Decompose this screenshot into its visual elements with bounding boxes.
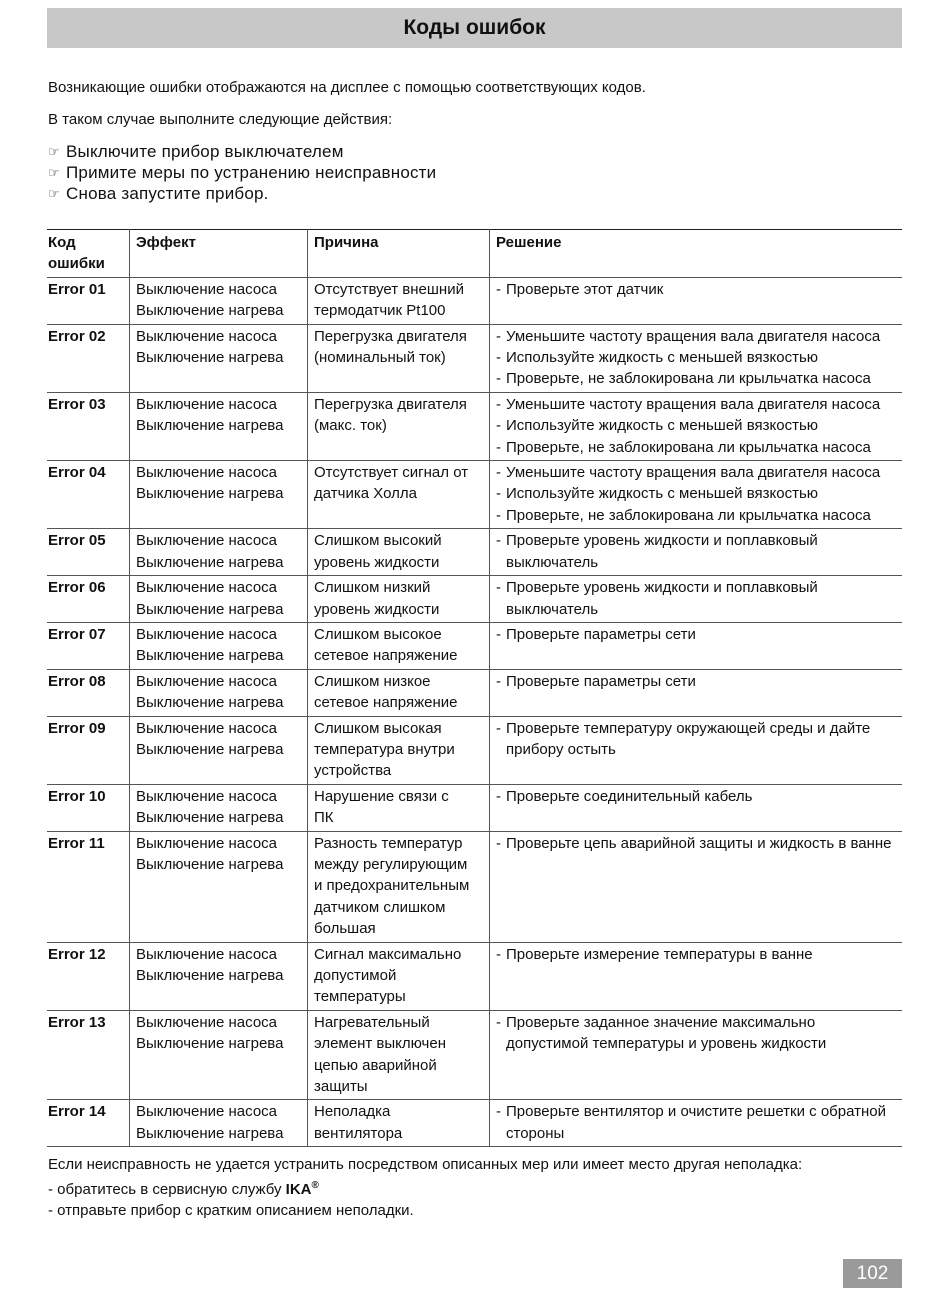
footer-note (48, 1154, 802, 1221)
error-solution (490, 831, 903, 942)
error-solution (490, 1010, 903, 1100)
error-cause: Слишком низкий уровень жидкости (308, 576, 490, 623)
table-row (47, 576, 902, 623)
error-effect: Выключение насоса Выключение нагрева (130, 1010, 308, 1100)
error-effect: Выключение насоса Выключение нагрева (130, 277, 308, 324)
solution-item: - Уменьшите частоту вращения вала двигателя насоса (496, 464, 881, 482)
footer-line-3: - отправьте прибор с кратким описанием неполадки. (48, 1202, 414, 1219)
error-cause: Перегрузка двигателя (макс. ток) (308, 392, 490, 460)
error-cause: Перегрузка двигателя (номинальный ток) (308, 324, 490, 392)
error-solution (490, 324, 903, 392)
solution-item: - Используйте жидкость с меньшей вязкостью (496, 485, 819, 503)
solution-item: - Используйте жидкость с меньшей вязкостью (496, 417, 819, 435)
pointing-hand-icon: ☞ (48, 165, 60, 180)
solution-item: - Проверьте соединительный кабель (496, 787, 753, 805)
table-row (47, 1010, 902, 1100)
error-cause: Слишком низкое сетевое напряжение (308, 669, 490, 716)
error-effect: Выключение насоса Выключение нагрева (130, 669, 308, 716)
step-text: Примите меры по устранению неисправности (66, 163, 437, 182)
header-cause: Причина (308, 230, 490, 278)
error-codes-table (47, 229, 902, 1147)
solution-item: - Проверьте, не заблокирована ли крыльчатка насоса (496, 370, 871, 388)
solution-item: - Проверьте вентилятор и очистите решетки с обратной стороны (496, 1103, 886, 1142)
header-code: Код ошибки (48, 234, 105, 273)
solution-item: - Уменьшите частоту вращения вала двигателя насоса (496, 327, 881, 345)
table-header-row (47, 230, 902, 278)
error-solution (490, 622, 903, 669)
solution-item: - Проверьте, не заблокирована ли крыльчатка насоса (496, 438, 871, 456)
error-effect: Выключение насоса Выключение нагрева (130, 716, 308, 784)
error-rows (47, 277, 902, 1146)
error-effect: Выключение насоса Выключение нагрева (130, 529, 308, 576)
step-text: Снова запустите прибор. (66, 184, 269, 203)
table-row (47, 942, 902, 1010)
solution-item: - Проверьте этот датчик (496, 280, 664, 298)
action-steps-list (48, 141, 436, 204)
solution-item: - Проверьте заданное значение максимально допустимой температуры и уровень жидкости (496, 1013, 827, 1053)
error-effect: Выключение насоса Выключение нагрева (130, 622, 308, 669)
table-row (47, 461, 902, 529)
error-effect: Выключение насоса Выключение нагрева (130, 392, 308, 460)
step-item (48, 162, 436, 183)
solution-item: - Проверьте измерение температуры в ванне (496, 945, 813, 963)
solution-item: - Проверьте параметры сети (496, 625, 696, 643)
error-code: Error 08 (48, 672, 106, 690)
error-cause: Разность температур между регулирующим и предохранительным датчиком слишком большая (308, 831, 490, 942)
error-code: Error 10 (48, 787, 106, 805)
table-row (47, 622, 902, 669)
error-cause: Слишком высокий уровень жидкости (308, 529, 490, 576)
error-solution (490, 392, 903, 460)
header-effect: Эффект (130, 230, 308, 278)
error-effect: Выключение насоса Выключение нагрева (130, 461, 308, 529)
error-effect: Выключение насоса Выключение нагрева (130, 576, 308, 623)
solution-item: - Проверьте уровень жидкости и поплавковый выключатель (496, 579, 818, 618)
intro-instruction: В таком случае выполните следующие действия: (48, 111, 393, 128)
error-cause: Слишком высокое сетевое напряжение (308, 622, 490, 669)
section-title-bar (47, 8, 902, 48)
error-cause: Неполадка вентилятора (308, 1100, 490, 1147)
solution-item: - Проверьте температуру окружающей среды и дайте прибору остыть (496, 719, 871, 758)
error-cause: Нагревательный элемент выключен цепью аварийной защиты (308, 1010, 490, 1100)
pointing-hand-icon: ☞ (48, 186, 60, 201)
page-number: 102 (843, 1259, 902, 1288)
error-code: Error 01 (48, 280, 106, 298)
error-solution (490, 669, 903, 716)
error-effect: Выключение насоса Выключение нагрева (130, 1100, 308, 1147)
table-row (47, 831, 902, 942)
error-solution (490, 461, 903, 529)
error-effect: Выключение насоса Выключение нагрева (130, 831, 308, 942)
table-row (47, 1100, 902, 1147)
table-row (47, 277, 902, 324)
table-row (47, 716, 902, 784)
error-code: Error 14 (48, 1103, 106, 1121)
error-cause: Нарушение связи с ПК (308, 784, 490, 831)
error-solution (490, 942, 903, 1010)
table-row (47, 669, 902, 716)
pointing-hand-icon: ☞ (48, 144, 60, 159)
error-cause: Слишком высокая температура внутри устройства (308, 716, 490, 784)
error-cause: Отсутствует внешний термодатчик Pt100 (308, 277, 490, 324)
error-solution (490, 277, 903, 324)
solution-item: - Уменьшите частоту вращения вала двигателя насоса (496, 395, 881, 413)
error-solution (490, 529, 903, 576)
error-cause: Сигнал максимально допустимой температуры (308, 942, 490, 1010)
error-code: Error 05 (48, 532, 106, 550)
registered-mark: ® (311, 1180, 319, 1191)
error-solution (490, 1100, 903, 1147)
step-item (48, 141, 436, 162)
step-item (48, 183, 436, 204)
error-code: Error 03 (48, 395, 106, 413)
page-title: Коды ошибок (403, 16, 546, 39)
footer-line-1: Если неисправность не удается устранить посредством описанных мер или имеет место другая неполадка: (48, 1156, 803, 1173)
table-row (47, 529, 902, 576)
step-text: Выключите прибор выключателем (66, 142, 344, 161)
intro-text: Возникающие ошибки отображаются на дисплее с помощью соответствующих кодов. (48, 79, 646, 96)
error-effect: Выключение насоса Выключение нагрева (130, 784, 308, 831)
error-code: Error 07 (48, 625, 106, 643)
solution-item: - Проверьте параметры сети (496, 672, 696, 690)
error-effect: Выключение насоса Выключение нагрева (130, 942, 308, 1010)
header-solution: Решение (490, 230, 903, 278)
solution-item: - Используйте жидкость с меньшей вязкостью (496, 349, 819, 367)
error-code: Error 11 (48, 834, 105, 852)
error-code: Error 13 (48, 1013, 106, 1031)
error-solution (490, 784, 903, 831)
error-code: Error 06 (48, 579, 106, 597)
error-solution (490, 716, 903, 784)
solution-item: - Проверьте, не заблокирована ли крыльчатка насоса (496, 506, 871, 524)
error-code: Error 09 (48, 719, 106, 737)
table-row (47, 392, 902, 460)
error-effect: Выключение насоса Выключение нагрева (130, 324, 308, 392)
error-solution (490, 576, 903, 623)
error-code: Error 12 (48, 945, 106, 963)
solution-item: - Проверьте цепь аварийной защиты и жидкость в ванне (496, 834, 892, 852)
table-row (47, 784, 902, 831)
footer-line-2: - обратитесь в сервисную службу IKA® (48, 1180, 319, 1198)
error-code: Error 02 (48, 327, 106, 345)
table-row (47, 324, 902, 392)
brand-name: IKA (285, 1181, 312, 1198)
error-code: Error 04 (48, 464, 106, 482)
solution-item: - Проверьте уровень жидкости и поплавковый выключатель (496, 532, 818, 571)
error-cause: Отсутствует сигнал от датчика Холла (308, 461, 490, 529)
